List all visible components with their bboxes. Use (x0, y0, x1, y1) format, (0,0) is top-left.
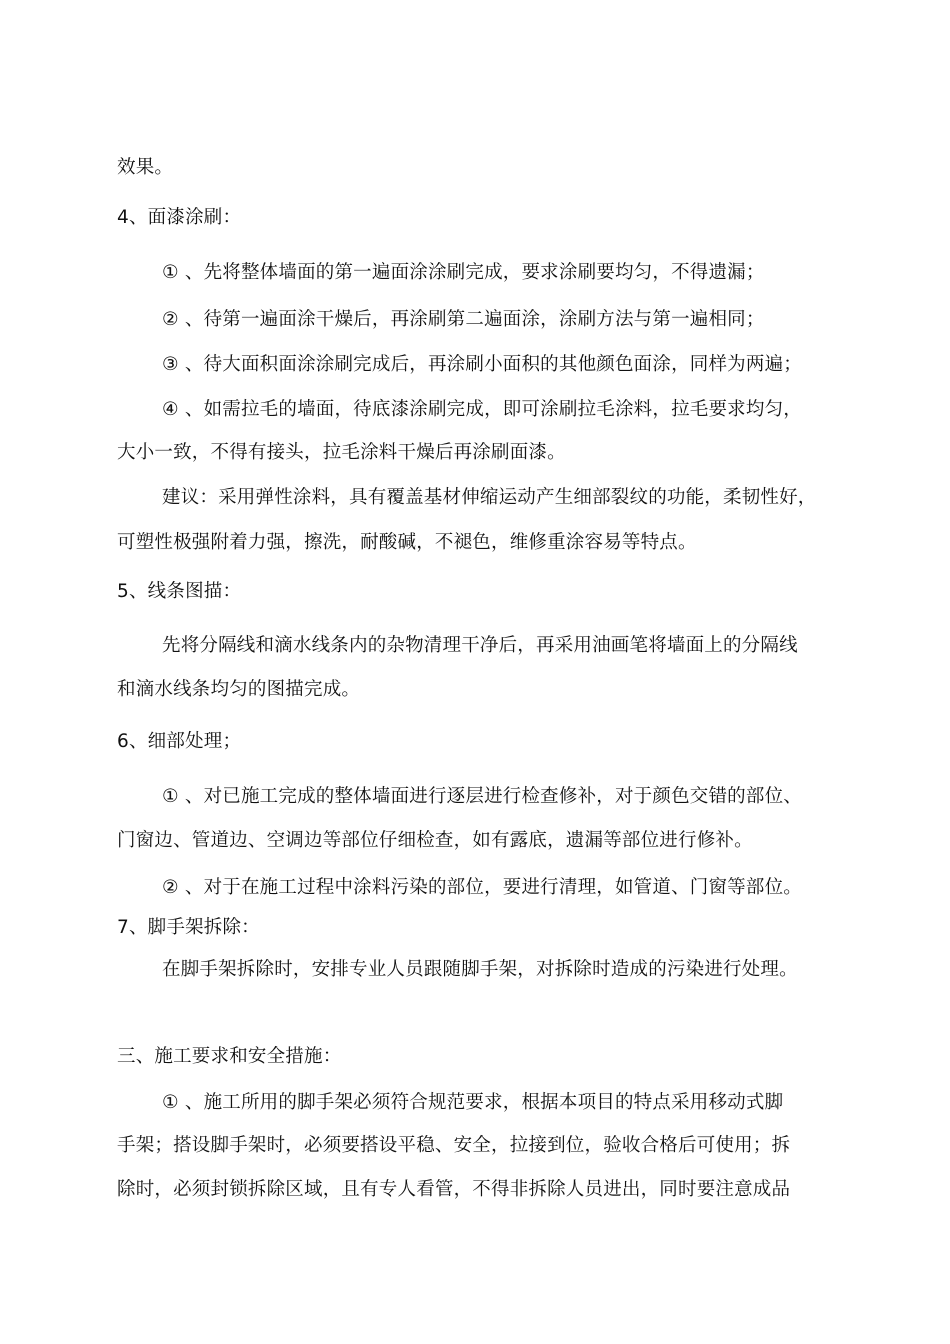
list-item-4-1: ① 、先将整体墙面的第一遍面涂涂刷完成，要求涂刷要均匀，不得遗漏； (162, 262, 765, 283)
section-heading-three: 三、施工要求和安全措施： (117, 1046, 342, 1067)
paragraph-5: 先将分隔线和滴水线条内的杂物清理干净后，再采用油画笔将墙面上的分隔线 (162, 635, 798, 656)
section-heading-5: 5、线条图描： (117, 581, 242, 602)
suggestion-paragraph-cont: 可塑性极强附着力强，擦洗，耐酸碱，不褪色，维修重涂容易等特点。 (117, 532, 697, 553)
suggestion-paragraph: 建议：采用弹性涂料，具有覆盖基材伸缩运动产生细部裂纹的功能，柔韧性好， (162, 487, 817, 508)
paragraph-5-cont: 和滴水线条均匀的图描完成。 (117, 679, 361, 700)
list-item-4-2: ② 、待第一遍面涂干燥后，再涂刷第二遍面涂，涂刷方法与第一遍相同； (162, 309, 765, 330)
list-item-4-4: ④ 、如需拉毛的墙面，待底漆涂刷完成，即可涂刷拉毛涂料，拉毛要求均匀， (162, 399, 802, 420)
section-heading-6: 6、细部处理； (117, 731, 242, 752)
list-item-6-1: ① 、对已施工完成的整体墙面进行逐层进行检查修补，对于颜色交错的部位、 (162, 786, 802, 807)
section-heading-7: 7、脚手架拆除： (117, 917, 260, 938)
list-item-4-3: ③ 、待大面积面涂涂刷完成后，再涂刷小面积的其他颜色面涂，同样为两遍； (162, 354, 802, 375)
list-item-6-2: ② 、对于在施工过程中涂料污染的部位，要进行清理，如管道、门窗等部位。 (162, 877, 802, 898)
paragraph-7: 在脚手架拆除时，安排专业人员跟随脚手架，对拆除时造成的污染进行处理。 (162, 959, 798, 980)
list-item-4-4-cont: 大小一致，不得有接头，拉毛涂料干燥后再涂刷面漆。 (117, 442, 566, 463)
list-item-6-1-cont: 门窗边、管道边、空调边等部位仔细检查，如有露底，遗漏等部位进行修补。 (117, 830, 753, 851)
section-heading-4: 4、面漆涂刷： (117, 207, 242, 228)
list-item-three-1-cont-a: 手架；搭设脚手架时，必须要搭设平稳、安全，拉接到位，验收合格后可使用；拆 (117, 1135, 791, 1156)
list-item-three-1-cont-b: 除时，必须封锁拆除区域，且有专人看管，不得非拆除人员进出，同时要注意成品 (117, 1179, 791, 1200)
list-item-three-1: ① 、施工所用的脚手架必须符合规范要求，根据本项目的特点采用移动式脚 (162, 1092, 784, 1113)
text-line-continuation: 效果。 (117, 157, 174, 178)
